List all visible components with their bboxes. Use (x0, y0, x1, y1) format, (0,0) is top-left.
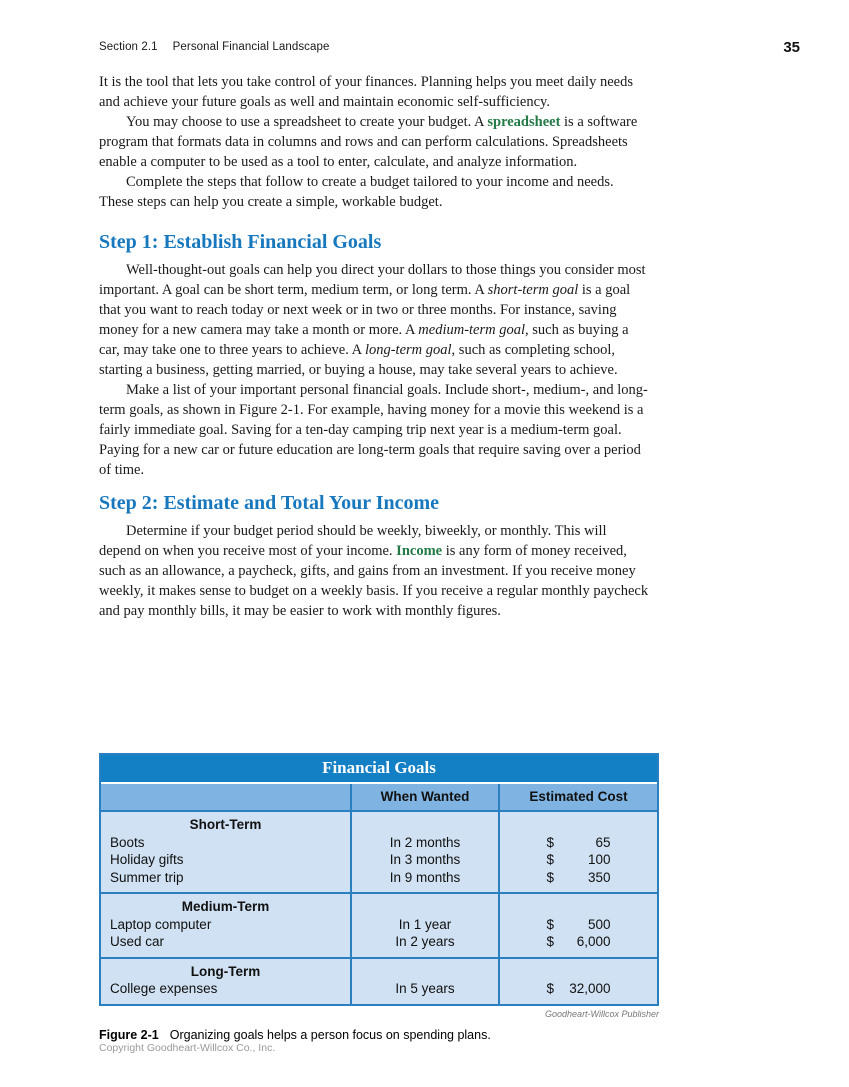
step2-heading: Step 2: Estimate and Total Your Income (99, 492, 440, 514)
table-section-short-term (101, 812, 657, 892)
glossary-term-income: Income (396, 543, 443, 559)
italic-term-long-term-goal: long-term goal (364, 342, 452, 358)
when-wanted-value: In 3 months (389, 852, 461, 867)
when-wanted-value: In 9 months (389, 869, 461, 885)
column-when-wanted (350, 894, 498, 957)
publisher-credit: Goodheart-Willcox Publisher (545, 1008, 659, 1019)
text-run: is a goal that you want to reach today or next week or in two or three months. For instance, saving money for a new camera may take a month or more. A (99, 282, 631, 338)
italic-term-short-term-goal: short-term goal (487, 282, 579, 298)
table-header-row (101, 784, 657, 812)
column-when-wanted (350, 812, 498, 892)
section-label: Medium-Term (181, 899, 270, 914)
cost-amount: 500 (587, 916, 611, 932)
column-goal (101, 812, 350, 892)
table-header-blank (101, 784, 350, 810)
table-header-when-wanted: When Wanted (350, 784, 498, 810)
table-title: Financial Goals (101, 755, 657, 784)
paragraph-step1-list: Make a list of your important personal financial goals. Include short-, medium-, and long-term goals, as shown in Figure 2-1. For example, having money for a movie this weekend is a fairly immediate goal. Saving for a ten-day camping trip next year is a medium-term goal. Paying for a new car or future education are long-term goals that require saving over a period of time. (99, 382, 648, 478)
figure-label: Figure 2-1 (99, 1027, 159, 1042)
table-section-medium-term (101, 892, 657, 957)
cost-amount: 65 (595, 834, 611, 850)
cost-value (500, 834, 657, 852)
glossary-term-spreadsheet: spreadsheet (487, 114, 561, 130)
copyright-notice: Copyright Goodheart-Willcox Co., Inc. (99, 1042, 276, 1054)
step1-heading: Step 1: Establish Financial Goals (99, 231, 382, 253)
spacer (352, 816, 498, 834)
section-number: Section 2.1 (99, 41, 158, 53)
table-section-long-term (101, 957, 657, 1004)
spacer (500, 816, 657, 834)
cost-value (500, 933, 657, 951)
goal-item: Summer trip (110, 869, 184, 885)
text-run: Well-thought-out goals can help you direct your dollars to those things you consider most important. A goal can be short term, medium term, or long term. A (99, 262, 646, 298)
currency-sign: $ (546, 869, 555, 885)
text-run: You may choose to use a spreadsheet to create your budget. A (126, 114, 488, 130)
cost-amount: 32,000 (569, 981, 611, 996)
financial-goals-table (99, 753, 659, 1006)
column-estimated-cost (498, 959, 657, 1004)
section-title: Personal Financial Landscape (172, 41, 330, 53)
cost-value (500, 851, 657, 869)
figure-caption (99, 1028, 659, 1042)
column-goal (101, 959, 350, 1004)
goal-item: Laptop computer (110, 916, 212, 932)
paragraph-intro-2 (99, 112, 651, 172)
paragraph-step2-income (99, 521, 651, 621)
currency-sign: $ (546, 981, 555, 996)
when-wanted-value: In 1 year (398, 916, 452, 932)
goal-item: Boots (110, 834, 145, 850)
cost-amount: 100 (587, 852, 611, 867)
when-wanted-value: In 5 years (395, 981, 455, 996)
text-run: is any form of money received, such as an allowance, a paycheck, gifts, and gains from an investment. If you receive money weekly, it makes sense to budget on a weekly basis. If you receive a regular monthly paycheck and pay monthly bills, it may be easier to work with monthly figures. (99, 543, 649, 619)
goal-item: Holiday gifts (110, 852, 184, 867)
when-wanted-value: In 2 years (395, 934, 455, 949)
running-head-title (99, 41, 330, 53)
figure-caption-text: Organizing goals helps a person focus on spending plans. (169, 1027, 491, 1042)
text-run: Determine if your budget period should be weekly, biweekly, or monthly. This will depend on when you receive most of your income. (99, 523, 607, 559)
column-goal (101, 894, 350, 957)
italic-term-medium-term-goal: medium-term goal (418, 322, 526, 338)
page-number: 35 (783, 39, 800, 56)
currency-sign: $ (546, 834, 555, 850)
cost-amount: 6,000 (576, 934, 611, 949)
paragraph-intro-1: It is the tool that lets you take control of your finances. Planning helps you meet daily needs and achieve your future goals as well and maintain economic self-sufficiency. (99, 74, 633, 110)
goal-item: College expenses (110, 981, 218, 996)
column-when-wanted (350, 959, 498, 1004)
currency-sign: $ (546, 934, 555, 949)
text-run: , such as completing school, starting a business, getting married, or buying a house, may take several years to achieve. (99, 342, 618, 378)
cost-value (500, 869, 657, 887)
when-wanted-value: In 2 months (389, 834, 461, 850)
paragraph-step1-goals (99, 260, 651, 380)
currency-sign: $ (546, 852, 555, 867)
cost-value (500, 916, 657, 934)
spacer (352, 963, 498, 981)
cost-amount: 350 (587, 869, 611, 885)
currency-sign: $ (546, 916, 555, 932)
column-estimated-cost (498, 894, 657, 957)
table-header-estimated-cost: Estimated Cost (498, 784, 657, 810)
section-label: Long-Term (190, 963, 261, 979)
cost-value (500, 980, 657, 998)
body-text-column (99, 72, 651, 621)
text-run: , such as buying a car, may take one to three years to achieve. A (99, 322, 629, 358)
figure-2-1-area (99, 753, 659, 1042)
spacer (500, 898, 657, 916)
goal-item: Used car (110, 934, 165, 949)
paragraph-intro-3: Complete the steps that follow to create a budget tailored to your income and needs. These steps can help you create a simple, workable budget. (99, 174, 614, 210)
text-run: is a software program that formats data in columns and rows and can perform calculations. Spreadsheets enable a computer to be used as a tool to enter, calculate, and analyze information. (99, 114, 638, 170)
column-estimated-cost (498, 812, 657, 892)
section-label: Short-Term (189, 817, 262, 832)
spacer (500, 963, 657, 981)
spacer (352, 898, 498, 916)
running-head (99, 41, 800, 56)
